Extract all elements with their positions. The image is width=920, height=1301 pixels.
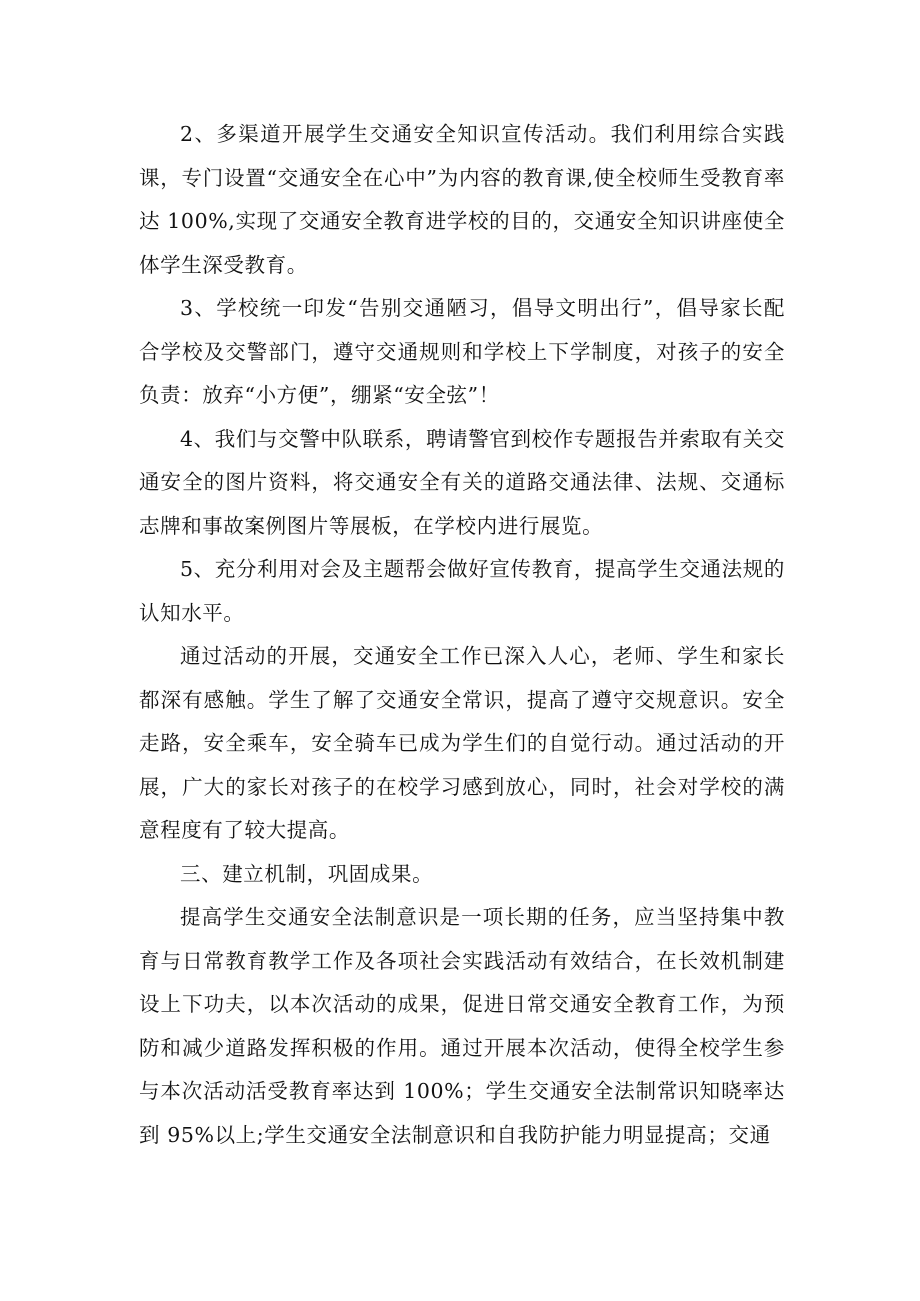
paragraph-item-3: 3、学校统一印发“告别交通陋习，倡导文明出行”，倡导家长配合学校及交警部门，遵守交通规则和学校上下学制度，对孩子的安全负责：放弃“小方便”，绷紧“安全弦”！ bbox=[139, 296, 785, 407]
paragraph-item-5: 5、充分利用对会及主题帮会做好宣传教育，提高学生交通法规的认知水平。 bbox=[139, 557, 785, 625]
paragraph-mechanism: 提高学生交通安全法制意识是一项长期的任务，应当坚持集中教育与日常教育教学工作及各项社会实践活动有效结合，在长效机制建设上下功夫，以本次活动的成果，促进日常交通安全教育工作，为预防和减少道路发挥积极的作用。通过开展本次活动，使得全校学生参与本次活动活受教育率达到 100%；学生交通安全法制常识知晓率达到 95%以上;学生交通安全法制意识和自我防护能力明显提高；交通 bbox=[139, 905, 785, 1147]
paragraph-item-2: 2、多渠道开展学生交通安全知识宣传活动。我们利用综合实践课，专门设置“交通安全在心中”为内容的教育课,使全校师生受教育率达 100%,实现了交通安全教育进学校的目的，交通安全知识讲座使全体学生深受教育。 bbox=[139, 122, 785, 277]
section-heading-three: 三、建立机制，巩固成果。 bbox=[180, 861, 434, 886]
document-page bbox=[139, 113, 785, 1157]
paragraph-item-4: 4、我们与交警中队联系，聘请警官到校作专题报告并索取有关交通安全的图片资料，将交通安全有关的道路交通法律、法规、交通标志牌和事故案例图片等展板，在学校内进行展览。 bbox=[139, 426, 785, 538]
paragraph-summary: 通过活动的开展，交通安全工作已深入人心，老师、学生和家长都深有感触。学生了解了交通安全常识，提高了遵守交规意识。安全走路，安全乘车，安全骑车已成为学生们的自觉行动。通过活动的开展，广大的家长对孩子的在校学习感到放心，同时，社会对学校的满意程度有了较大提高。 bbox=[139, 644, 785, 842]
